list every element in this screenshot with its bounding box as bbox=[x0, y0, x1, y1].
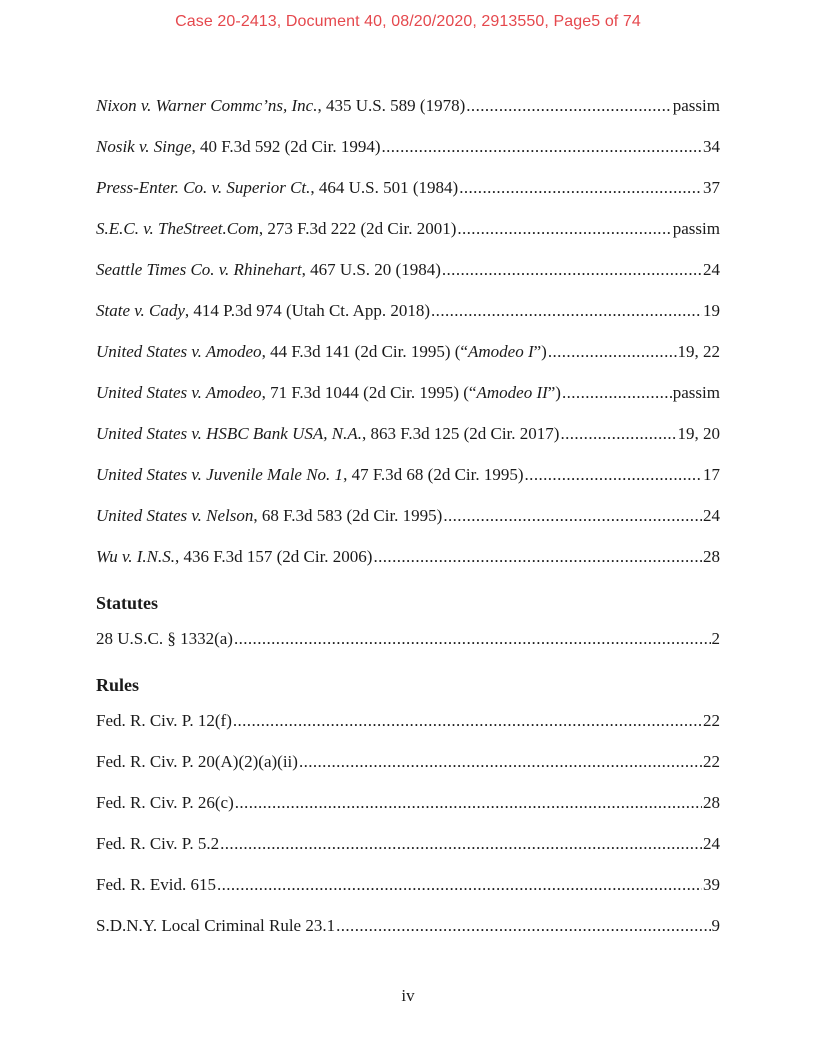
dot-leader bbox=[233, 710, 702, 732]
toa-entry-rule bbox=[96, 708, 720, 732]
case-citation: United States v. Amodeo, 71 F.3d 1044 (2d Cir. 1995) (“Amodeo II”) bbox=[96, 383, 561, 402]
toa-entry-rule bbox=[96, 749, 720, 773]
toa-entry-case bbox=[96, 380, 720, 404]
dot-leader bbox=[217, 874, 702, 896]
page-reference: 9 bbox=[711, 916, 720, 935]
toa-entry-case bbox=[96, 421, 720, 445]
dot-leader bbox=[560, 423, 676, 445]
toa-entry-case bbox=[96, 339, 720, 363]
case-citation: United States v. Amodeo, 44 F.3d 141 (2d Cir. 1995) (“Amodeo I”) bbox=[96, 342, 547, 361]
page-reference: 19 bbox=[703, 301, 720, 320]
page-reference: passim bbox=[672, 96, 720, 115]
toa-entry-case bbox=[96, 93, 720, 117]
page-reference: 2 bbox=[711, 629, 720, 648]
toa-entry-statute bbox=[96, 626, 720, 650]
page-reference: 19, 20 bbox=[677, 424, 720, 443]
case-citation: United States v. HSBC Bank USA, N.A., 863 F.3d 125 (2d Cir. 2017) bbox=[96, 424, 560, 443]
page-reference: 28 bbox=[703, 793, 720, 812]
case-citation: Press-Enter. Co. v. Superior Ct., 464 U.S. 501 (1984) bbox=[96, 178, 459, 197]
dot-leader bbox=[466, 95, 672, 117]
toa-entry-rule bbox=[96, 790, 720, 814]
case-citation: United States v. Nelson, 68 F.3d 583 (2d Cir. 1995) bbox=[96, 506, 443, 525]
case-citation: S.E.C. v. TheStreet.Com, 273 F.3d 222 (2d Cir. 2001) bbox=[96, 219, 457, 238]
page-reference: 28 bbox=[703, 547, 720, 566]
page-reference: 24 bbox=[703, 834, 720, 853]
dot-leader bbox=[459, 177, 702, 199]
rule-citation: Fed. R. Civ. P. 26(c) bbox=[96, 793, 234, 812]
page-reference: 37 bbox=[703, 178, 720, 197]
dot-leader bbox=[457, 218, 671, 240]
case-header: Case 20-2413, Document 40, 08/20/2020, 2913550, Page5 of 74 bbox=[175, 13, 641, 30]
rule-citation: Fed. R. Civ. P. 5.2 bbox=[96, 834, 220, 853]
case-citation: Wu v. I.N.S., 436 F.3d 157 (2d Cir. 2006) bbox=[96, 547, 373, 566]
case-citation: Nixon v. Warner Commc’ns, Inc., 435 U.S. 589 (1978) bbox=[96, 96, 466, 115]
page-reference: 39 bbox=[703, 875, 720, 894]
dot-leader bbox=[299, 751, 702, 773]
dot-leader bbox=[562, 382, 672, 404]
page-reference: 17 bbox=[703, 465, 720, 484]
rule-citation: Fed. R. Evid. 615 bbox=[96, 875, 216, 894]
toa-entry-rule bbox=[96, 872, 720, 896]
rule-citation: S.D.N.Y. Local Criminal Rule 23.1 bbox=[96, 916, 336, 935]
toa-entry-case bbox=[96, 544, 720, 568]
toa-entry-rule bbox=[96, 913, 720, 937]
dot-leader bbox=[235, 792, 702, 814]
toa-entry-case bbox=[96, 216, 720, 240]
toa-entry-case bbox=[96, 134, 720, 158]
page-reference: 24 bbox=[703, 506, 720, 525]
statute-citation: 28 U.S.C. § 1332(a) bbox=[96, 629, 233, 648]
dot-leader bbox=[442, 259, 702, 281]
dot-leader bbox=[431, 300, 702, 322]
dot-leader bbox=[381, 136, 702, 158]
rule-citation: Fed. R. Civ. P. 12(f) bbox=[96, 711, 232, 730]
case-citation: United States v. Juvenile Male No. 1, 47 F.3d 68 (2d Cir. 1995) bbox=[96, 465, 524, 484]
dot-leader bbox=[525, 464, 702, 486]
page-reference: 24 bbox=[703, 260, 720, 279]
toa-entry-case bbox=[96, 503, 720, 527]
dot-leader bbox=[548, 341, 677, 363]
toa-entry-case bbox=[96, 462, 720, 486]
toa-entry-case bbox=[96, 175, 720, 199]
rule-citation: Fed. R. Civ. P. 20(A)(2)(a)(ii) bbox=[96, 752, 298, 771]
case-citation: State v. Cady, 414 P.3d 974 (Utah Ct. App. 2018) bbox=[96, 301, 431, 320]
section-heading-rules: Rules bbox=[96, 675, 140, 695]
case-citation: Nosik v. Singe, 40 F.3d 592 (2d Cir. 1994) bbox=[96, 137, 381, 156]
page-reference: 22 bbox=[703, 752, 720, 771]
section-heading-statutes: Statutes bbox=[96, 593, 158, 613]
toa-entry-case bbox=[96, 298, 720, 322]
dot-leader bbox=[220, 833, 702, 855]
toa-entry-rule bbox=[96, 831, 720, 855]
dot-leader bbox=[234, 628, 711, 650]
page-reference: passim bbox=[672, 383, 720, 402]
page-reference: 19, 22 bbox=[677, 342, 720, 361]
page-reference: 22 bbox=[703, 711, 720, 730]
case-citation: Seattle Times Co. v. Rhinehart, 467 U.S. 20 (1984) bbox=[96, 260, 441, 279]
page-number: iv bbox=[401, 986, 415, 1005]
dot-leader bbox=[443, 505, 702, 527]
dot-leader bbox=[336, 915, 710, 937]
page-reference: 34 bbox=[703, 137, 720, 156]
dot-leader bbox=[373, 546, 702, 568]
page-reference: passim bbox=[672, 219, 720, 238]
toa-entry-case bbox=[96, 257, 720, 281]
